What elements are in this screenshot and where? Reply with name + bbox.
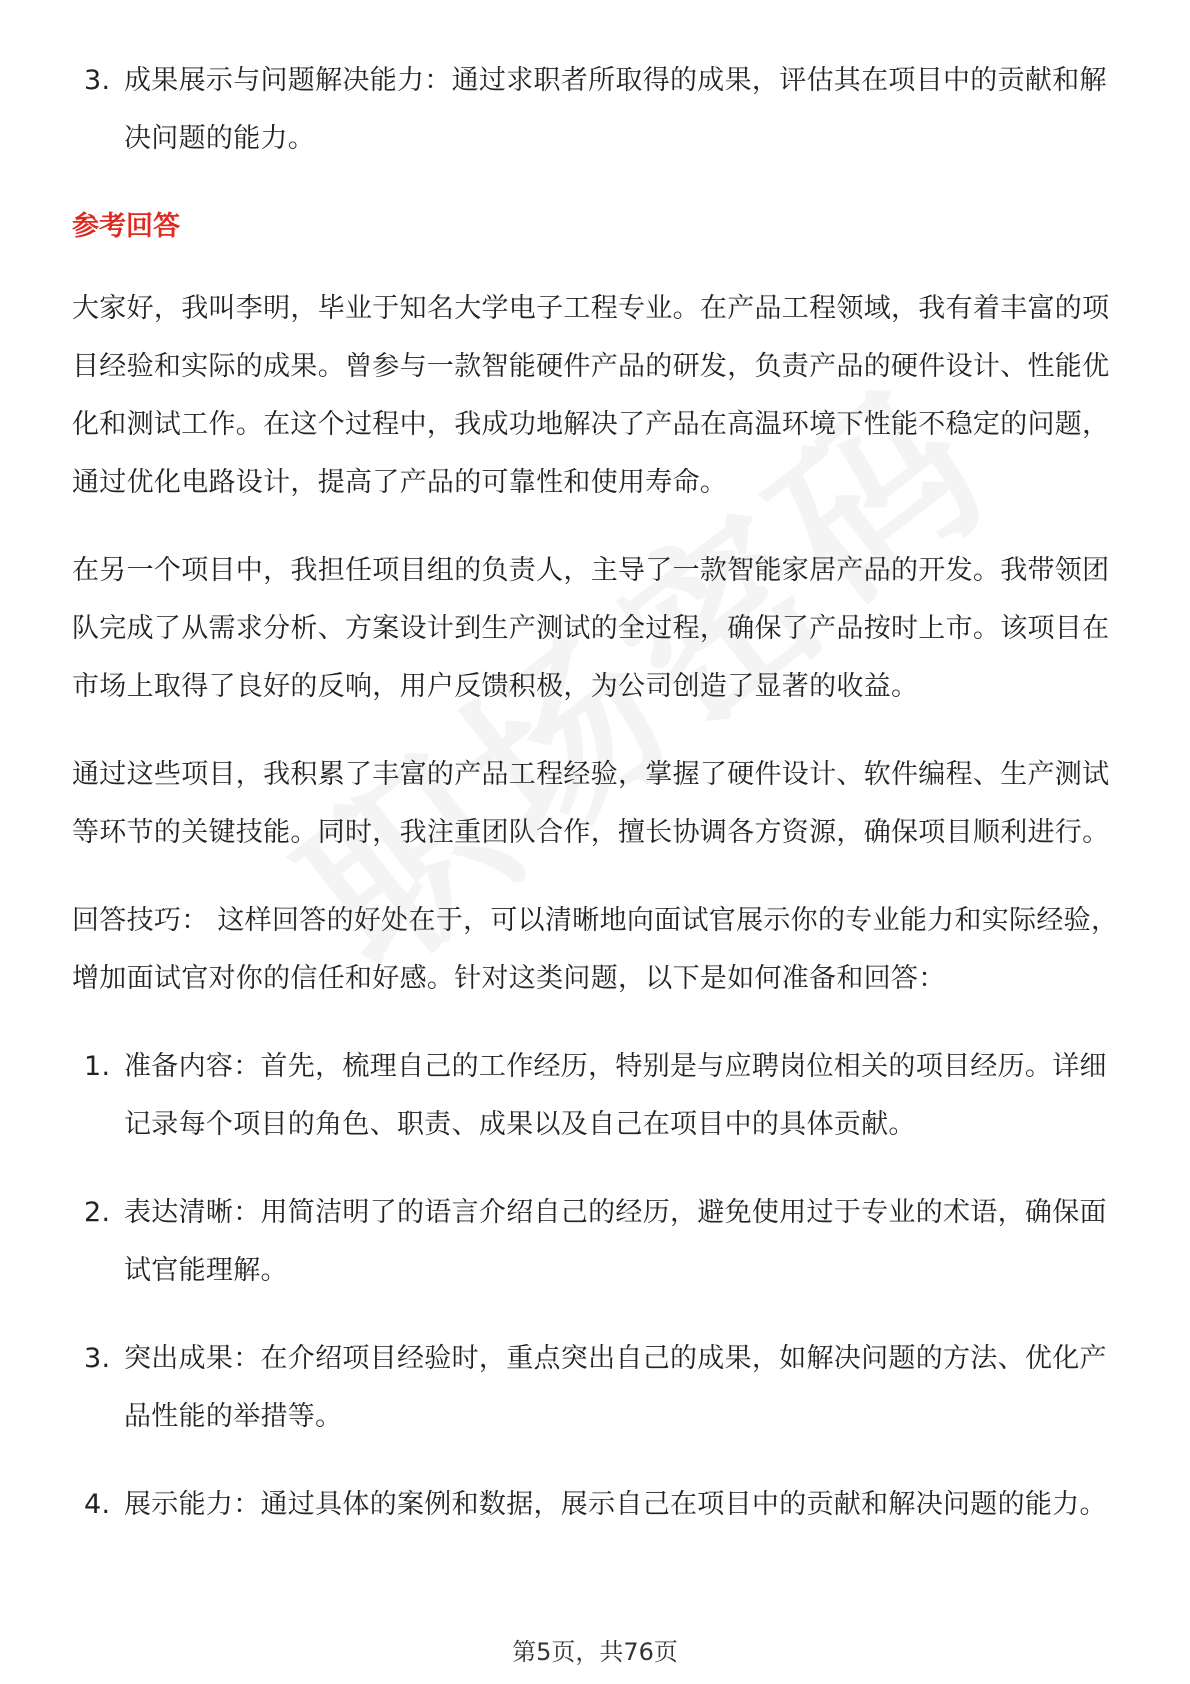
list-number: 1. [84, 1051, 111, 1082]
list-number: 2. [84, 1197, 111, 1228]
list-text: 突出成果：在介绍项目经验时，重点突出自己的成果，如解决问题的方法、优化产品性能的举措等。 [124, 1343, 1107, 1432]
criteria-item-3 [72, 52, 1122, 168]
tip-item-1 [72, 1038, 1122, 1154]
list-number: 3. [84, 65, 111, 96]
tip-item-2 [72, 1184, 1122, 1300]
tip-item-4 [72, 1476, 1122, 1534]
page-content [72, 52, 1122, 1564]
list-text: 表达清晰：用简洁明了的语言介绍自己的经历，避免使用过于专业的术语，确保面试官能理解。 [124, 1197, 1107, 1286]
list-text: 展示能力：通过具体的案例和数据，展示自己在项目中的贡献和解决问题的能力。 [124, 1489, 1107, 1520]
list-number: 4. [84, 1489, 111, 1520]
answer-paragraph-3: 通过这些项目，我积累了丰富的产品工程经验，掌握了硬件设计、软件编程、生产测试等环节的关键技能。同时，我注重团队合作，擅长协调各方资源，确保项目顺利进行。 [72, 759, 1110, 848]
tip-item-3 [72, 1330, 1122, 1446]
list-text: 准备内容：首先，梳理自己的工作经历，特别是与应聘岗位相关的项目经历。详细记录每个项目的角色、职责、成果以及自己在项目中的具体贡献。 [124, 1051, 1107, 1140]
answer-paragraph-2: 在另一个项目中，我担任项目组的负责人，主导了一款智能家居产品的开发。我带领团队完成了从需求分析、方案设计到生产测试的全过程，确保了产品按时上市。该项目在市场上取得了良好的反响，用户反馈积极，为公司创造了显著的收益。 [72, 555, 1110, 702]
section-heading: 参考回答 [72, 211, 180, 242]
answer-paragraph-1: 大家好，我叫李明，毕业于知名大学电子工程专业。在产品工程领域，我有着丰富的项目经验和实际的成果。曾参与一款智能硬件产品的研发，负责产品的硬件设计、性能优化和测试工作。在这个过程中，我成功地解决了产品在高温环境下性能不稳定的问题，通过优化电路设计，提高了产品的可靠性和使用寿命。 [72, 293, 1110, 498]
list-number: 3. [84, 1343, 111, 1374]
page-footer: 第5页，共76页 [512, 1638, 678, 1666]
list-text: 成果展示与问题解决能力：通过求职者所取得的成果，评估其在项目中的贡献和解决问题的能力。 [124, 65, 1107, 154]
answer-tips-intro: 回答技巧： 这样回答的好处在于，可以清晰地向面试官展示你的专业能力和实际经验，增加面试官对你的信任和好感。针对这类问题，以下是如何准备和回答： [72, 905, 1119, 994]
